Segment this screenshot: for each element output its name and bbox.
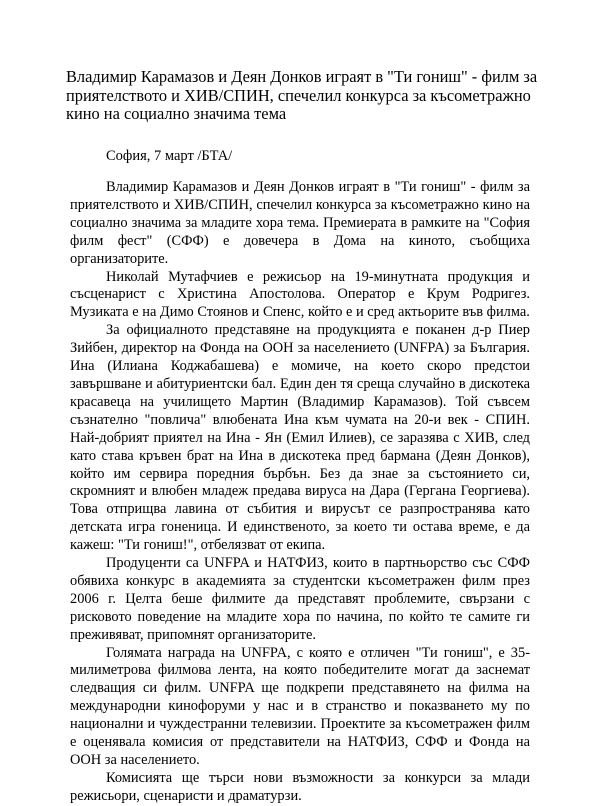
- article-paragraph: За официалното представяне на продукцията е поканен д-р Пиер Зийбен, директор на Фонда на ООН за населението (UNFPA) за България. Ина (Илиана Коджабашева) е момиче, на което скоро предстои завършване и абитуриентски бал. Един ден тя среща случайно в дискотека красавеца на училището Мартин (Владимир Карамазов). Той съвсем съзнателно "повлича" влюбената Ина към чумата на 20-и век - СПИН. Най-добрият приятел на Ина - Ян (Емил Илиев), се заразява с ХИВ, след като става кръвен брат на Ина в дискотека пред бармана (Деян Донков), който им сервира поредния бърбън. Без да знае за състоянието си, скромният и влюбен младеж предава вируса на Дара (Гергана Георгиева). Това отприщва лавина от събития и вирусът се разпространява като детската игра гоненица. И единственото, за което ти остава време, е да кажеш: "Ти гониш!", отбелязват от екипа.: [70, 322, 530, 554]
- article-dateline: София, 7 март /БТА/: [106, 148, 233, 164]
- article-title: Владимир Карамазов и Деян Донков играят в "Ти гониш" - филм за приятелството и ХИВ/СПИН, спечелил конкурса за късометражно кино на социално значима тема: [66, 67, 538, 123]
- article-paragraph: Николай Мутафчиев е режисьор на 19-минутната продукция и съсценарист с Христина Апостолова. Оператор е Крум Родригез. Музиката е на Димо Стоянов и Спенс, който е и сред актьорите във филма.: [70, 268, 530, 321]
- article-paragraph: Продуценти са UNFPA и НАТФИЗ, които в партньорство със СФФ обявиха конкурс в академията за студентски късометражен филм през 2006 г. Целта беше филмите да представят проблемите, свързани с рисковото поведение на младите хора по начина, по който те самите ги преживяват, припомнят организаторите.: [70, 555, 530, 643]
- article-paragraph: Голямата награда на UNFPA, с която е отличен "Ти гониш", е 35-милиметрова филмова лента, на която победителите могат да заснемат следващия си филм. UNFPA ще подкрепи представянето на филма на международни кинофоруми у нас и в странство и показването му по национални и чуждестранни телевизии. Проектите за късометражен филм е оценявала комисия от представители на НАТФИЗ, СФФ и Фонда на ООН за населението.: [70, 644, 530, 768]
- article-body: [70, 179, 530, 806]
- article-paragraph: Владимир Карамазов и Деян Донков играят в "Ти гониш" - филм за приятелството и ХИВ/СПИН, спечелил конкурса за късометражно кино на социално значима за младите хора тема. Премиерата в рамките на "София филм фест" (СФФ) е довечера в Дома на киното, съобщиха организаторите.: [70, 179, 530, 267]
- article-paragraph: Комисията ще търси нови възможности за конкурси за млади режисьори, сценаристи и драматурзи.: [70, 769, 530, 804]
